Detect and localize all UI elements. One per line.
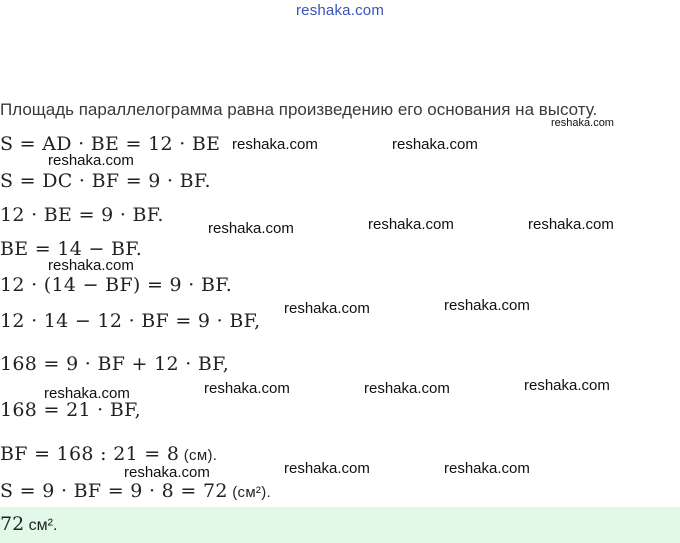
watermark: reshaka.com xyxy=(551,117,614,129)
watermark: reshaka.com xyxy=(48,152,134,169)
watermark: reshaka.com xyxy=(284,460,370,477)
watermark: reshaka.com xyxy=(124,464,210,481)
watermark: reshaka.com xyxy=(444,460,530,477)
equation-line: 12 · 14 − 12 · BF = 9 · BF, xyxy=(0,310,261,332)
equation-line: 12 · (14 − BF) = 9 · BF. xyxy=(0,274,233,296)
watermark: reshaka.com xyxy=(48,257,134,274)
equation-line: BE = 14 − BF. xyxy=(0,238,143,260)
equation-line: 168 = 21 · BF, xyxy=(0,399,141,421)
equation-line: 168 = 9 · BF + 12 · BF, xyxy=(0,353,230,375)
watermark: reshaka.com xyxy=(524,377,610,394)
equation-line: 12 · BE = 9 · BF. xyxy=(0,204,164,226)
watermark: reshaka.com xyxy=(368,216,454,233)
watermark: reshaka.com xyxy=(232,136,318,153)
watermark: reshaka.com xyxy=(528,216,614,233)
answer-box xyxy=(0,507,680,543)
watermark: reshaka.com xyxy=(364,380,450,397)
watermark: reshaka.com xyxy=(392,136,478,153)
equation-line: S = 9 · BF = 9 · 8 = 72 (см²). xyxy=(0,480,271,502)
equation-line: S = AD · BE = 12 · BE xyxy=(0,133,221,155)
equation-line: S = DC · BF = 9 · BF. xyxy=(0,170,211,192)
site-header-link[interactable]: reshaka.com xyxy=(295,2,385,19)
equation-line: BF = 168 : 21 = 8 (см). xyxy=(0,443,218,465)
watermark: reshaka.com xyxy=(204,380,290,397)
watermark: reshaka.com xyxy=(444,297,530,314)
intro-text: Площадь параллелограмма равна произведению его основания на высоту. xyxy=(0,100,598,119)
watermark: reshaka.com xyxy=(208,220,294,237)
watermark: reshaka.com xyxy=(44,385,130,402)
watermark: reshaka.com xyxy=(284,300,370,317)
answer-text: 72 см². xyxy=(0,513,58,535)
